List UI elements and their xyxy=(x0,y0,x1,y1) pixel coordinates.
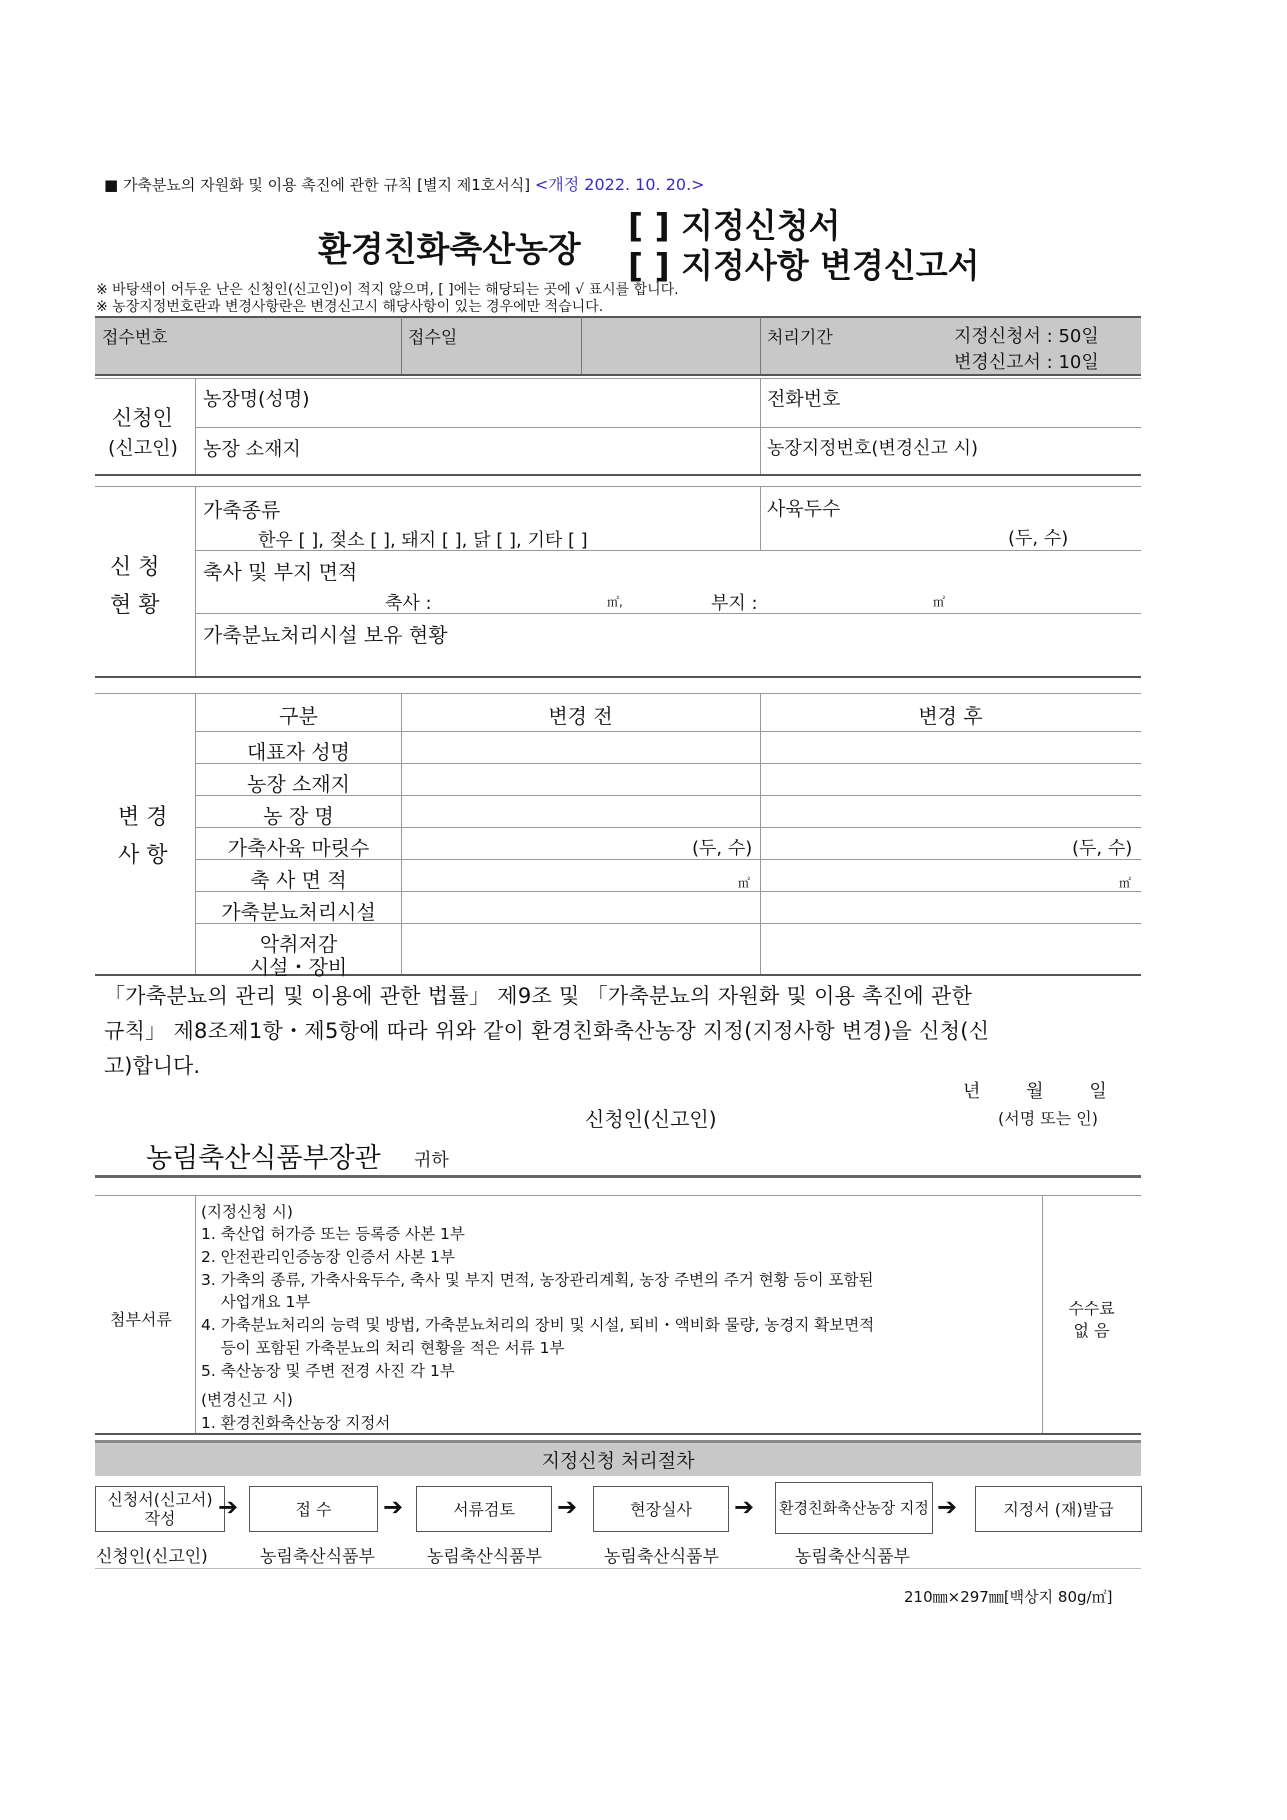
head-count-label: 사육두수 xyxy=(767,498,841,520)
row-farm-name: 농 장 명 xyxy=(263,804,334,828)
applicant-label: 신청인 xyxy=(112,406,173,430)
arrow-right-icon: ➔ xyxy=(557,1493,578,1521)
area-label: 축사 및 부지 면적 xyxy=(203,560,358,584)
title-option-change: [ ] 지정사항 변경신고서 xyxy=(628,246,980,285)
receipt-date-label: 접수일 xyxy=(408,328,458,348)
row-barn-area: 축 사 면 적 xyxy=(250,868,347,892)
fee-value: 없 음 xyxy=(1073,1321,1110,1340)
before-count-unit: (두, 수) xyxy=(692,838,753,859)
attachment-heading-change: (변경신고 시) xyxy=(201,1391,293,1409)
column-after: 변경 후 xyxy=(918,704,983,728)
row-livestock-count: 가축사육 마릿수 xyxy=(227,836,370,860)
period-change: 변경신고서 : 10일 xyxy=(954,352,1099,373)
recipient-honorific: 귀하 xyxy=(414,1150,449,1171)
note-2: ※ 농장지정번호란과 변경사항란은 변경신고시 해당사항이 있는 경우에만 적습니다. xyxy=(96,299,604,315)
actor-ministry: 농림축산식품부 xyxy=(604,1547,719,1567)
declaration-applicant: 신청인(신고인) xyxy=(585,1107,717,1131)
arrow-right-icon: ➔ xyxy=(937,1493,958,1521)
barn-area-unit: ㎡, xyxy=(607,595,623,609)
step-document-review: 서류검토 xyxy=(416,1486,552,1532)
revision-date: <개정 2022. 10. 20.> xyxy=(534,175,705,194)
farm-address-field[interactable]: 농장 소재지 xyxy=(203,438,301,460)
attachment-heading-designation: (지정신청 시) xyxy=(201,1203,293,1221)
actor-ministry: 농림축산식품부 xyxy=(427,1547,542,1567)
note-1: ※ 바탕색이 어두운 난은 신청인(신고인)이 적지 않으며, [ ]에는 해당되는 곳에 √ 표시를 합니다. xyxy=(96,282,679,298)
column-category: 구분 xyxy=(279,704,318,728)
actor-ministry: 농림축산식품부 xyxy=(795,1547,910,1567)
changes-label-2: 사 항 xyxy=(118,843,168,868)
paper-spec: 210㎜×297㎜[백상지 80g/㎡] xyxy=(904,1588,1113,1606)
column-before: 변경 전 xyxy=(548,704,613,728)
site-area-field[interactable]: 부지 : xyxy=(711,593,758,614)
attachment-item-continued: 등이 포함된 가축분뇨의 처리 현황을 적은 서류 1부 xyxy=(201,1339,565,1357)
attachment-item: 5. 축산농장 및 주변 전경 사진 각 1부 xyxy=(201,1362,455,1380)
site-area-unit: ㎡ xyxy=(933,595,946,609)
attachment-item: 2. 안전관리인증농장 인증서 사본 1부 xyxy=(201,1248,455,1266)
actor-ministry: 농림축산식품부 xyxy=(260,1547,375,1567)
attachment-item: 3. 가축의 종류, 가축사육두수, 축사 및 부지 면적, 농장관리계획, 농장 주변의 주거 현황 등이 포함된 xyxy=(201,1271,874,1289)
arrow-right-icon: ➔ xyxy=(734,1493,755,1521)
after-area-unit: ㎡ xyxy=(1119,876,1132,890)
step-receipt: 접 수 xyxy=(249,1486,378,1532)
attachment-item: 4. 가축분뇨처리의 능력 및 방법, 가축분뇨처리의 장비 및 시설, 퇴비・액비화 물량, 농경지 확보면적 xyxy=(201,1316,875,1334)
fee-label: 수수료 xyxy=(1068,1299,1115,1318)
row-odor-reduction-1: 악취저감 xyxy=(259,932,338,956)
processing-period-label: 처리기간 xyxy=(767,328,833,348)
title-option-designation: [ ] 지정신청서 xyxy=(628,206,841,245)
farm-name-field[interactable]: 농장명(성명) xyxy=(203,388,310,410)
attachments-label: 첨부서류 xyxy=(110,1310,172,1329)
recipient: 농림축산식품부장관 xyxy=(146,1143,381,1174)
attachment-item: 1. 환경친화축산농장 지정서 xyxy=(201,1414,391,1432)
step-site-inspection: 현장실사 xyxy=(593,1486,729,1532)
head-count-unit: (두, 수) xyxy=(1008,528,1069,549)
changes-label-1: 변 경 xyxy=(118,805,168,830)
step-designation: 환경친화축산농장 지정 xyxy=(775,1482,933,1534)
facility-label[interactable]: 가축분뇨처리시설 보유 현황 xyxy=(203,623,448,647)
signature-field[interactable]: (서명 또는 인) xyxy=(998,1109,1098,1128)
arrow-right-icon: ➔ xyxy=(383,1493,404,1521)
attachment-item-continued: 사업개요 1부 xyxy=(201,1293,311,1311)
after-count-unit: (두, 수) xyxy=(1072,838,1133,859)
regulation-reference: ■ 가축분뇨의 자원화 및 이용 촉진에 관한 규칙 [별지 제1호서식] <개정 2022. 10. 20.> xyxy=(104,175,705,194)
livestock-type-label: 가축종류 xyxy=(203,498,281,522)
declaration-date[interactable]: 년 월 일 xyxy=(963,1081,1107,1102)
row-representative: 대표자 성명 xyxy=(247,740,350,764)
arrow-right-icon: ➔ xyxy=(218,1493,239,1521)
receipt-number-label: 접수번호 xyxy=(102,328,168,348)
farm-number-field[interactable]: 농장지정번호(변경신고 시) xyxy=(767,438,979,459)
status-label-1: 신 청 xyxy=(110,555,160,580)
declaration-line-2: 규칙」 제8조제1항・제5항에 따라 위와 같이 환경친화축산농장 지정(지정사항 변경)을 신청(신 xyxy=(104,1019,990,1043)
row-odor-reduction-2: 시설・장비 xyxy=(249,955,348,979)
before-area-unit: ㎡ xyxy=(738,876,751,890)
status-label-2: 현 황 xyxy=(110,593,160,618)
actor-applicant: 신청인(신고인) xyxy=(96,1547,208,1567)
form-title: 환경친화축산농장 xyxy=(318,230,581,270)
row-farm-address: 농장 소재지 xyxy=(247,772,350,796)
step-application: 신청서(신고서) 작성 xyxy=(95,1486,225,1532)
barn-area-field[interactable]: 축사 : xyxy=(385,593,432,614)
procedure-title: 지정신청 처리절차 xyxy=(541,1450,695,1472)
declaration-line-3: 고)합니다. xyxy=(104,1054,201,1078)
period-designation: 지정신청서 : 50일 xyxy=(954,326,1099,347)
row-manure-facility: 가축분뇨처리시설 xyxy=(221,900,376,924)
applicant-sub-label: (신고인) xyxy=(108,437,178,459)
step-certificate-issuance: 지정서 (재)발급 xyxy=(975,1486,1142,1532)
declaration-line-1: 「가축분뇨의 관리 및 이용에 관한 법률」 제9조 및 「가축분뇨의 자원화 및 이용 촉진에 관한 xyxy=(104,984,973,1008)
attachment-item: 1. 축산업 허가증 또는 등록증 사본 1부 xyxy=(201,1225,465,1243)
livestock-type-options[interactable]: 한우 [ ], 젖소 [ ], 돼지 [ ], 닭 [ ], 기타 [ ] xyxy=(258,530,588,551)
phone-field[interactable]: 전화번호 xyxy=(767,388,841,410)
